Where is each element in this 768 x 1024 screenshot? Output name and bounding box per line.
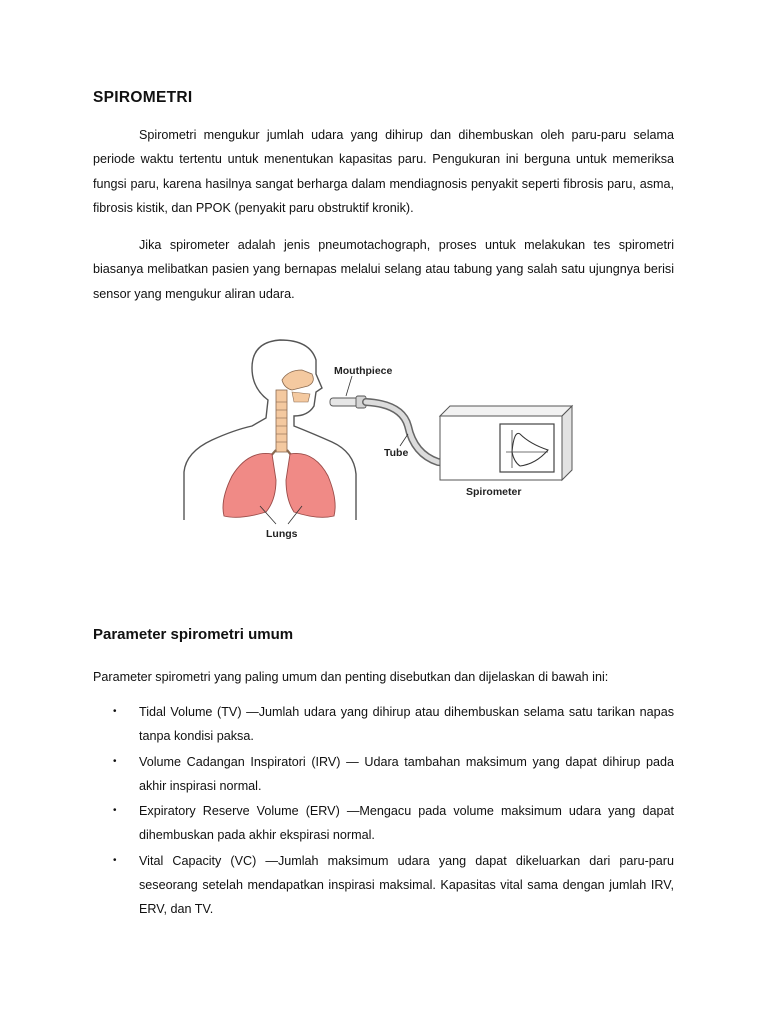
page-title: SPIROMETRI (93, 89, 193, 106)
section-intro: Parameter spirometri yang paling umum dan penting disebutkan dan dijelaskan di bawah ini: (93, 670, 609, 684)
list-item (93, 700, 674, 749)
tube-label: Tube (384, 447, 409, 459)
left-lung (223, 453, 276, 517)
trachea (276, 390, 287, 452)
bullet-icon: • (113, 706, 117, 717)
parameter-text: Expiratory Reserve Volume (ERV) —Mengacu pada volume maksimum udara yang dapat dihembuskan pada akhir ekspirasi normal. (139, 804, 674, 843)
bullet-icon: • (113, 755, 117, 767)
bullet-icon: • (113, 805, 117, 817)
spirometer-label: Spirometer (466, 486, 522, 498)
human-figure (184, 340, 356, 524)
nasal-cavity (282, 370, 313, 390)
bullet-icon: • (113, 854, 117, 866)
list-item (93, 849, 674, 922)
section-heading: Parameter spirometri umum (93, 626, 294, 643)
lungs-label: Lungs (266, 528, 298, 540)
spirometer-device (440, 406, 572, 480)
list-item (93, 799, 674, 848)
parameter-text: Vital Capacity (VC) —Jumlah maksimum udara yang dapat dikeluarkan dari paru-paru seseorang setelah mendapatkan inspirasi maksimal. Kapasitas vital sama dengan jumlah IRV, ERV, dan TV. (139, 853, 674, 917)
parameter-list (93, 700, 674, 923)
parameter-text: Volume Cadangan Inspiratori (IRV) — Udara tambahan maksimum yang dapat dihirup pada akhir inspirasi normal. (139, 754, 674, 793)
parameter-text: Tidal Volume (TV) —Jumlah udara yang dihirup atau dihembuskan selama satu tarikan napas tanpa kondisi paksa. (139, 705, 674, 744)
list-item (93, 750, 674, 799)
intro-paragraph: Spirometri mengukur jumlah udara yang dihirup dan dihembuskan oleh paru-paru selama periode waktu tertentu untuk menentukan kapasitas paru. Pengukuran ini berguna untuk memeriksa fungsi paru, karena hasilnya sangat berharga dalam mendiagnosis penyakit seperti fibrosis paru, asma, fibrosis kistik, dan PPOK (penyakit paru obstruktif kronik). (93, 128, 674, 215)
right-lung (286, 453, 335, 517)
pneumotachograph-paragraph: Jika spirometer adalah jenis pneumotachograph, proses untuk melakukan tes spirometri biasanya melibatkan pasien yang bernapas melalui selang atau tabung yang salah satu ujungnya berisi sensor yang mengukur aliran udara. (93, 238, 674, 301)
mouthpiece-label: Mouthpiece (334, 365, 393, 377)
spirometry-illustration (176, 330, 588, 546)
